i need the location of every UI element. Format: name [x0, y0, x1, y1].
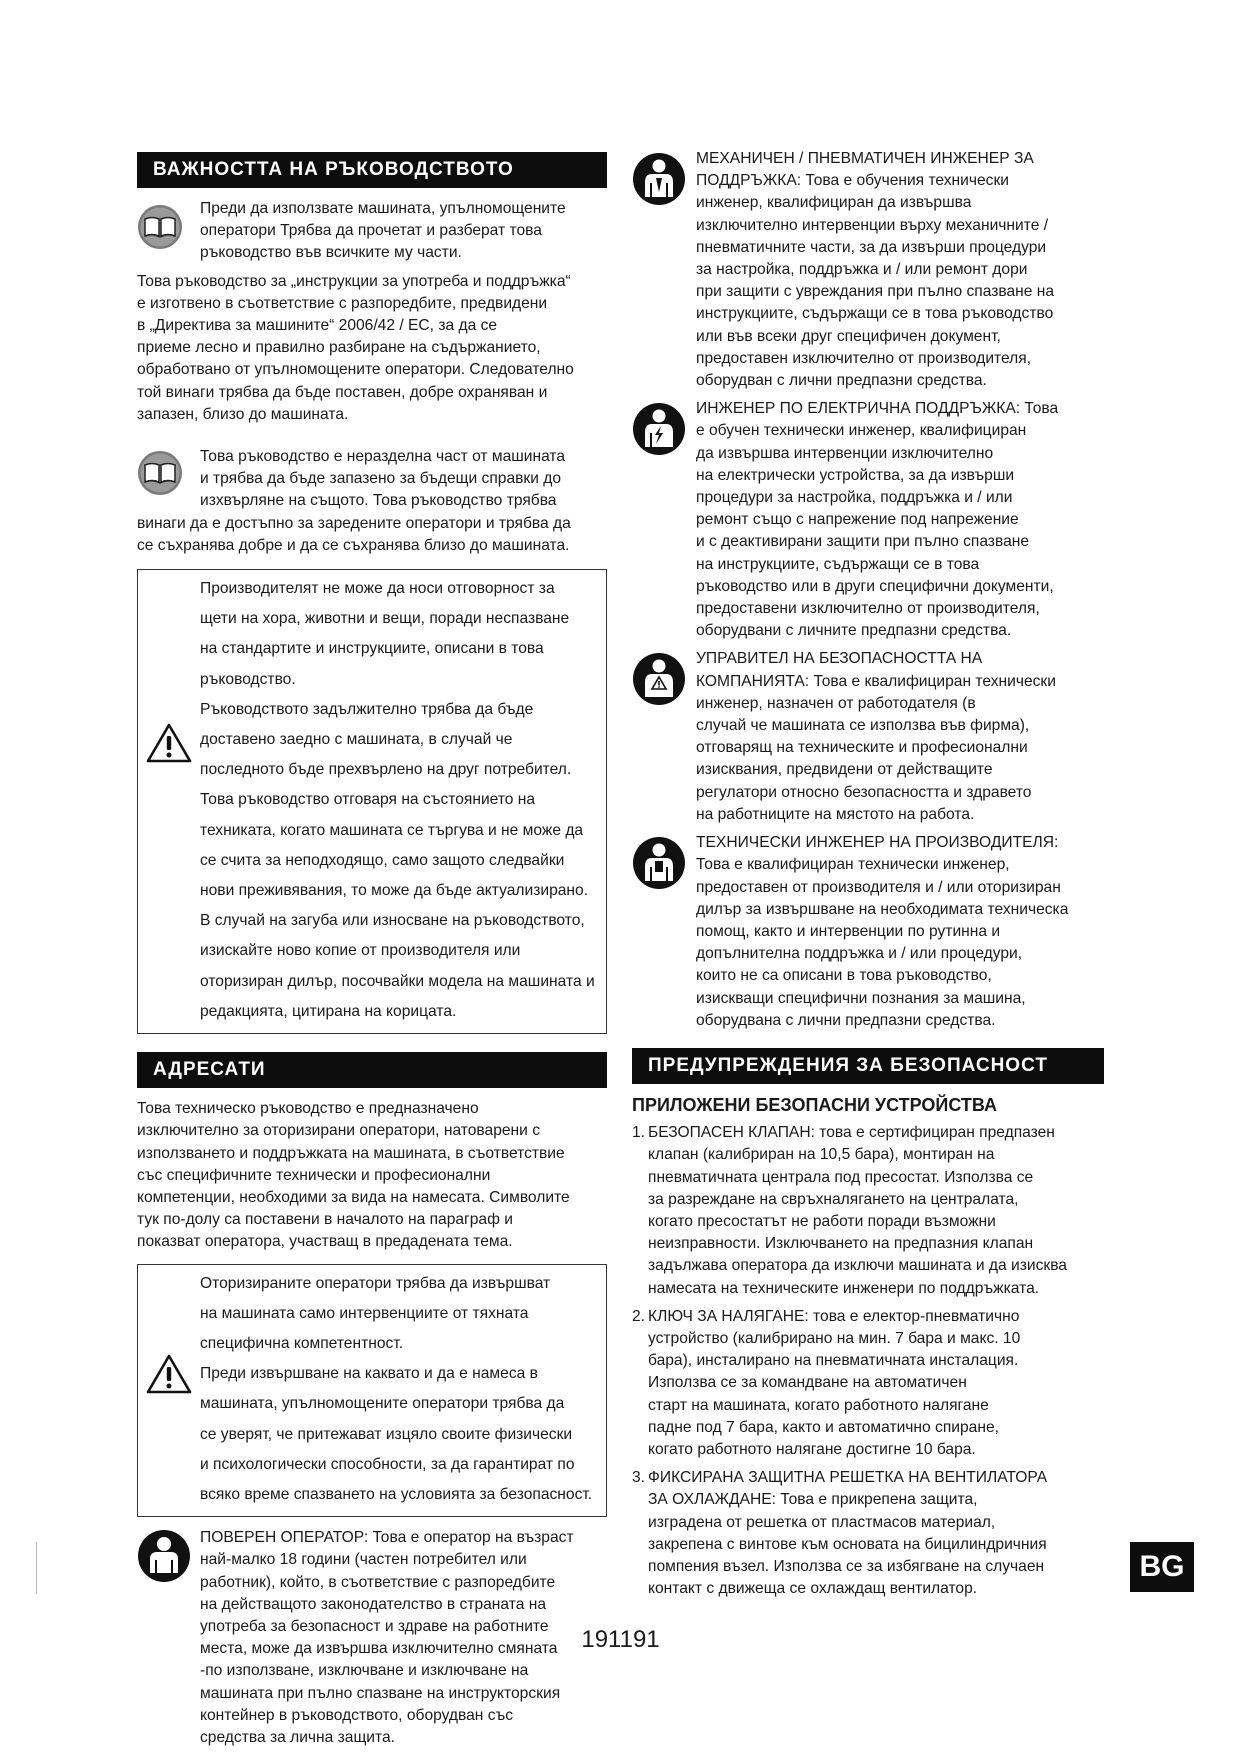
text-line: на работниците на мястото на работа.	[696, 805, 975, 823]
text-line: дилър за извършване на необходимата техническа	[696, 900, 1069, 918]
text-line: регулатори относно безопасността и здравето	[696, 783, 1032, 801]
text-line: изискайте ново копие от производителя или	[200, 942, 521, 960]
text-line: или във всеки друг специфичен документ,	[696, 327, 1001, 345]
text-line: на действащото законодателство в страната на	[200, 1595, 547, 1613]
text-line: и психологически способности, за да гарантират по	[200, 1455, 575, 1473]
text-line: допълнителна поддръжка и / или процедури,	[696, 945, 1023, 963]
list-number: 1.	[632, 1124, 646, 1142]
text-line: бара), инсталирано на пневматичната инсталация.	[648, 1352, 1019, 1370]
manufacturer-engineer-note	[632, 832, 1104, 1032]
text-line: пневматичните части, за да извърши процедури	[696, 238, 1047, 256]
text-line: за разреждане на свръхналягането на централата,	[648, 1190, 1019, 1208]
text-line: контейнер в ръководството, оборудван със	[200, 1706, 514, 1724]
text-line: процедури за настройка, поддръжка и / или	[696, 489, 1013, 507]
book-note-1	[137, 198, 607, 265]
section-header-safety-warnings: ПРЕДУПРЕЖДЕНИЯ ЗА БЕЗОПАСНОСТ	[632, 1048, 1104, 1084]
text-line: специфична компетентност.	[200, 1334, 404, 1352]
box-paragraph	[200, 699, 606, 782]
text-line: които не са описани в това ръководство,	[696, 967, 992, 985]
list-item	[632, 1122, 1104, 1300]
right-column	[632, 148, 1104, 1600]
text-line: да извършва интервенции изключително	[696, 444, 994, 462]
text-line: Това ръководство за „инструкции за употреба и поддръжка“	[137, 272, 571, 290]
text-line: предоставени изключително от производителя,	[696, 600, 1040, 618]
box-paragraph	[200, 1363, 606, 1506]
text-line: когато работното налягане достигне 10 бара.	[648, 1440, 976, 1458]
text-line: оператори Трябва да прочетат и разберат това	[200, 222, 542, 240]
page-number: 191191	[581, 1626, 660, 1653]
section-header-addressees: АДРЕСАТИ	[137, 1052, 607, 1088]
text-line: предоставен от производителя и / или оторизиран	[696, 878, 1061, 896]
text-line: изисквания, предвидени от действащите	[696, 761, 993, 779]
text-line: употреба за безопасност и здраве на работните	[200, 1617, 549, 1635]
text-line: Преди да използвате машината, упълномощените	[200, 200, 566, 217]
text-line: Това ръководство е неразделна част от машината	[200, 448, 566, 466]
book-icon	[137, 446, 200, 496]
list-number: 2.	[632, 1307, 646, 1325]
text-line: използването и поддръжката на машината, в съответствие	[137, 1144, 565, 1162]
warning-box-manufacturer	[137, 569, 607, 1034]
text-line: ръководство.	[200, 670, 296, 688]
text-line: доставено заедно с машината, в случай че	[200, 731, 513, 749]
text-line: УПРАВИТЕЛ НА БЕЗОПАСНОСТТА НА	[696, 650, 983, 668]
text-line: оборудвана с лични предпазни средства.	[696, 1011, 996, 1029]
text-line: инженер, квалифициран да извършва	[696, 194, 972, 212]
language-tab: BG	[1130, 1542, 1194, 1592]
text-line: се съхранява добре и да се съхранява близо до машината.	[137, 536, 570, 554]
warning-icon	[146, 722, 192, 771]
text-line: и с деактивирани защити при пълно спазване	[696, 533, 1030, 551]
operator-icon	[137, 1527, 200, 1583]
text-line: техниката, когато машината се търгува и не може да	[200, 821, 584, 839]
text-line: ТЕХНИЧЕСКИ ИНЖЕНЕР НА ПРОИЗВОДИТЕЛЯ:	[696, 834, 1059, 852]
text-line: приеме лесно и правилно разбиране на съдържанието,	[137, 339, 541, 357]
text-line: щети на хора, животни и вещи, поради неспазване	[200, 610, 570, 628]
text-line: компетенции, необходими за вида на намесата. Символите	[137, 1188, 570, 1206]
text-line: Производителят не може да носи отговорност за	[200, 580, 555, 598]
box-paragraph	[200, 910, 606, 1023]
text-line: МЕХАНИЧЕН / ПНЕВМАТИЧЕН ИНЖЕНЕР ЗА	[696, 150, 1034, 167]
list-number: 3.	[632, 1469, 646, 1487]
text-line: средства за лична защита.	[200, 1728, 395, 1746]
section-header-importance: ВАЖНОСТТА НА РЪКОВОДСТВОТО	[137, 152, 607, 188]
text-line: помпения възел. Използва се за избягване на случаен	[648, 1557, 1045, 1575]
text-line: редакцията, цитирана на корицата.	[200, 1002, 457, 1020]
text-line: Оторизираните оператори трябва да извършват	[200, 1274, 551, 1292]
text-line: е изготвено в съответствие с разпоредбите, предвидени	[137, 294, 548, 312]
text-line: на инструкциите, съдържащи се в това	[696, 555, 980, 573]
left-column	[137, 152, 607, 1749]
book-icon	[137, 198, 200, 250]
text-line: нови преживявания, то може да бъде актуализирано.	[200, 882, 589, 900]
text-line: ръководство във всичките му части.	[200, 244, 462, 262]
text-line: случай че машината се използва във фирма),	[696, 717, 1030, 735]
margin-line	[36, 1542, 37, 1594]
manufacturer-engineer-icon	[632, 832, 696, 890]
text-line: намесата на техническите инженери по поддръжката.	[648, 1279, 1040, 1297]
mechanical-engineer-icon	[632, 148, 696, 206]
box-paragraph	[200, 1273, 606, 1356]
text-line: машината при пълно спазване на инструкторския	[200, 1684, 561, 1702]
text-line: закрепена с винтове към основата на бицилиндричния	[648, 1535, 1047, 1553]
text-line: на машината само интервенциите от тяхната	[200, 1304, 529, 1322]
text-line: на стандартите и инструкциите, описани в това	[200, 640, 544, 658]
text-line: оборудвани с личните предпазни средства.	[696, 622, 1012, 640]
text-line: Това ръководство отговаря на състоянието на	[200, 791, 536, 809]
text-line: за настройка, поддръжка и / или ремонт дори	[696, 261, 1028, 279]
text-line: изключително за оторизирани оператори, натоварени с	[137, 1122, 540, 1140]
text-line: обработвано от упълномощените оператори. Следователно	[137, 361, 574, 379]
text-line: оборудван с лични предпазни средства.	[696, 372, 987, 390]
text-line: запазен, близо до машината.	[137, 405, 349, 423]
text-line: -по използване, изключване и изключване на	[200, 1662, 529, 1680]
text-line: предоставен изключително от производителя,	[696, 349, 1032, 367]
text-line: Това техническо ръководство е предназначено	[137, 1100, 479, 1118]
text-line: показват оператора, участващ в предадената тема.	[137, 1233, 513, 1251]
text-line: помощ, както и интервенции по рутинна и	[696, 922, 1001, 940]
text-line: винаги да е достъпно за заредените оператори и трябва да	[137, 514, 571, 532]
box-paragraph	[200, 578, 606, 691]
text-line: изградена от решетка от пластмасов материал,	[648, 1513, 996, 1531]
text-line: отговарящ на техническите и професионални	[696, 739, 1028, 757]
mechanical-engineer-note	[632, 148, 1104, 392]
text-line: неизправности. Изключването на предпазния клапан	[648, 1235, 1034, 1253]
text-line: последното бъде прехвърлено на друг потребител.	[200, 761, 572, 779]
text-line: задължава оператора да изключи машината и да изисква	[648, 1257, 1067, 1275]
text-line: оторизиран дилър, посочвайки модела на машината и	[200, 972, 595, 990]
text-line: БЕЗОПАСЕН КЛАПАН: това е сертифициран предпазен	[648, 1124, 1055, 1142]
text-line: се счита за неподходящо, само защото следвайки	[200, 851, 565, 869]
text-line: контакт с движеща се охлаждащ вентилатор.	[648, 1580, 978, 1598]
text-line: всяко време спазването на условията за безопасност.	[200, 1485, 593, 1503]
text-line: работник), който, в съответствие с разпоредбите	[200, 1573, 556, 1591]
subheader-safety-devices: ПРИЛОЖЕНИ БЕЗОПАСНИ УСТРОЙСТВА	[632, 1094, 997, 1115]
intro-paragraph	[137, 271, 607, 426]
book-note-2	[137, 446, 607, 513]
safety-manager-note	[632, 648, 1104, 826]
text-line: и трябва да бъде запазено за бъдещи справки до	[200, 470, 562, 488]
electrical-engineer-icon	[632, 398, 696, 456]
text-line: инструкциите, съдържащи се в това ръководство	[696, 305, 1054, 323]
text-line: ПОДДРЪЖКА: Това е обучения технически	[696, 172, 1010, 190]
text-line: тук по-долу са поставени в началото на параграф и	[137, 1211, 513, 1229]
text-line: изискващи специфични познания за машина,	[696, 989, 1026, 1007]
text-line: ИНЖЕНЕР ПО ЕЛЕКТРИЧНА ПОДДРЪЖКА: Това	[696, 400, 1059, 418]
warning-icon	[146, 1353, 192, 1402]
text-line: ръководство или в други специфични документи,	[696, 577, 1054, 595]
safety-manager-icon	[632, 648, 696, 706]
book-note-2-continued	[137, 513, 607, 557]
text-line: ФИКСИРАНА ЗАЩИТНА РЕШЕТКА НА ВЕНТИЛАТОРА	[648, 1469, 1048, 1487]
text-line: изхвърляне на същото. Това ръководство трябва	[200, 492, 557, 510]
text-line: в „Директива за машините“ 2006/42 / ЕС, за да се	[137, 317, 498, 335]
text-line: устройство (калибрирано на мин. 7 бара и макс. 10	[648, 1329, 1021, 1347]
text-line: ЗА ОХЛАЖДАНЕ: Това е прикрепена защита,	[648, 1491, 978, 1509]
text-line: най-малко 18 години (частен потребител или	[200, 1551, 527, 1569]
text-line: КЛЮЧ ЗА НАЛЯГАНЕ: това е електор-пневматично	[648, 1307, 1020, 1325]
list-item	[632, 1306, 1104, 1461]
text-line: клапан (калибриран на 10,5 бара), монтиран на	[648, 1146, 995, 1164]
text-line: ПОВЕРЕН ОПЕРАТОР: Това е оператор на възраст	[200, 1529, 574, 1547]
text-line: КОМПАНИЯТА: Това е квалифициран технически	[696, 672, 1056, 690]
text-line: Това е квалифициран технически инженер,	[696, 856, 1010, 874]
text-line: пневматичната централа под пресостат. Използва се	[648, 1168, 1034, 1186]
text-line: места, може да извършва изключително смяната	[200, 1640, 558, 1658]
text-line: инженер, назначен от работодателя (в	[696, 694, 976, 712]
electrical-engineer-note	[632, 398, 1104, 642]
text-line: Използва се за командване на автоматичен	[648, 1374, 967, 1392]
text-line: Ръководството задължително трябва да бъде	[200, 700, 534, 718]
addressees-paragraph	[137, 1098, 607, 1253]
text-line: В случай на загуба или износване на ръководството,	[200, 912, 585, 930]
text-line: на електрически устройства, за да извърши	[696, 466, 1015, 484]
text-line: когато пресостатът не работи поради възможни	[648, 1212, 996, 1230]
text-line: той винаги трябва да бъде поставен, добре охраняван и	[137, 383, 548, 401]
list-item	[632, 1467, 1104, 1600]
text-line: при защити с увреждания при пълно спазване на	[696, 283, 1055, 301]
text-line: изключително интервенции върху механичните /	[696, 216, 1049, 234]
text-line: падне под 7 бара, както и автоматично спиране,	[648, 1418, 999, 1436]
text-line: машината, упълномощените оператори трябва да	[200, 1395, 565, 1413]
text-line: е обучен технически инженер, квалифициран	[696, 422, 1027, 440]
text-line: със специфичните технически и професионални	[137, 1166, 491, 1184]
text-line: Преди извършване на каквато и да е намеса в	[200, 1365, 538, 1383]
text-line: ремонт също с напрежение под напрежение	[696, 511, 1019, 529]
text-line: старт на машината, когато работното налягане	[648, 1396, 989, 1414]
warning-box-operators	[137, 1264, 607, 1518]
text-line: се уверят, че притежават изцяло своите физически	[200, 1425, 573, 1443]
box-paragraph	[200, 789, 606, 902]
